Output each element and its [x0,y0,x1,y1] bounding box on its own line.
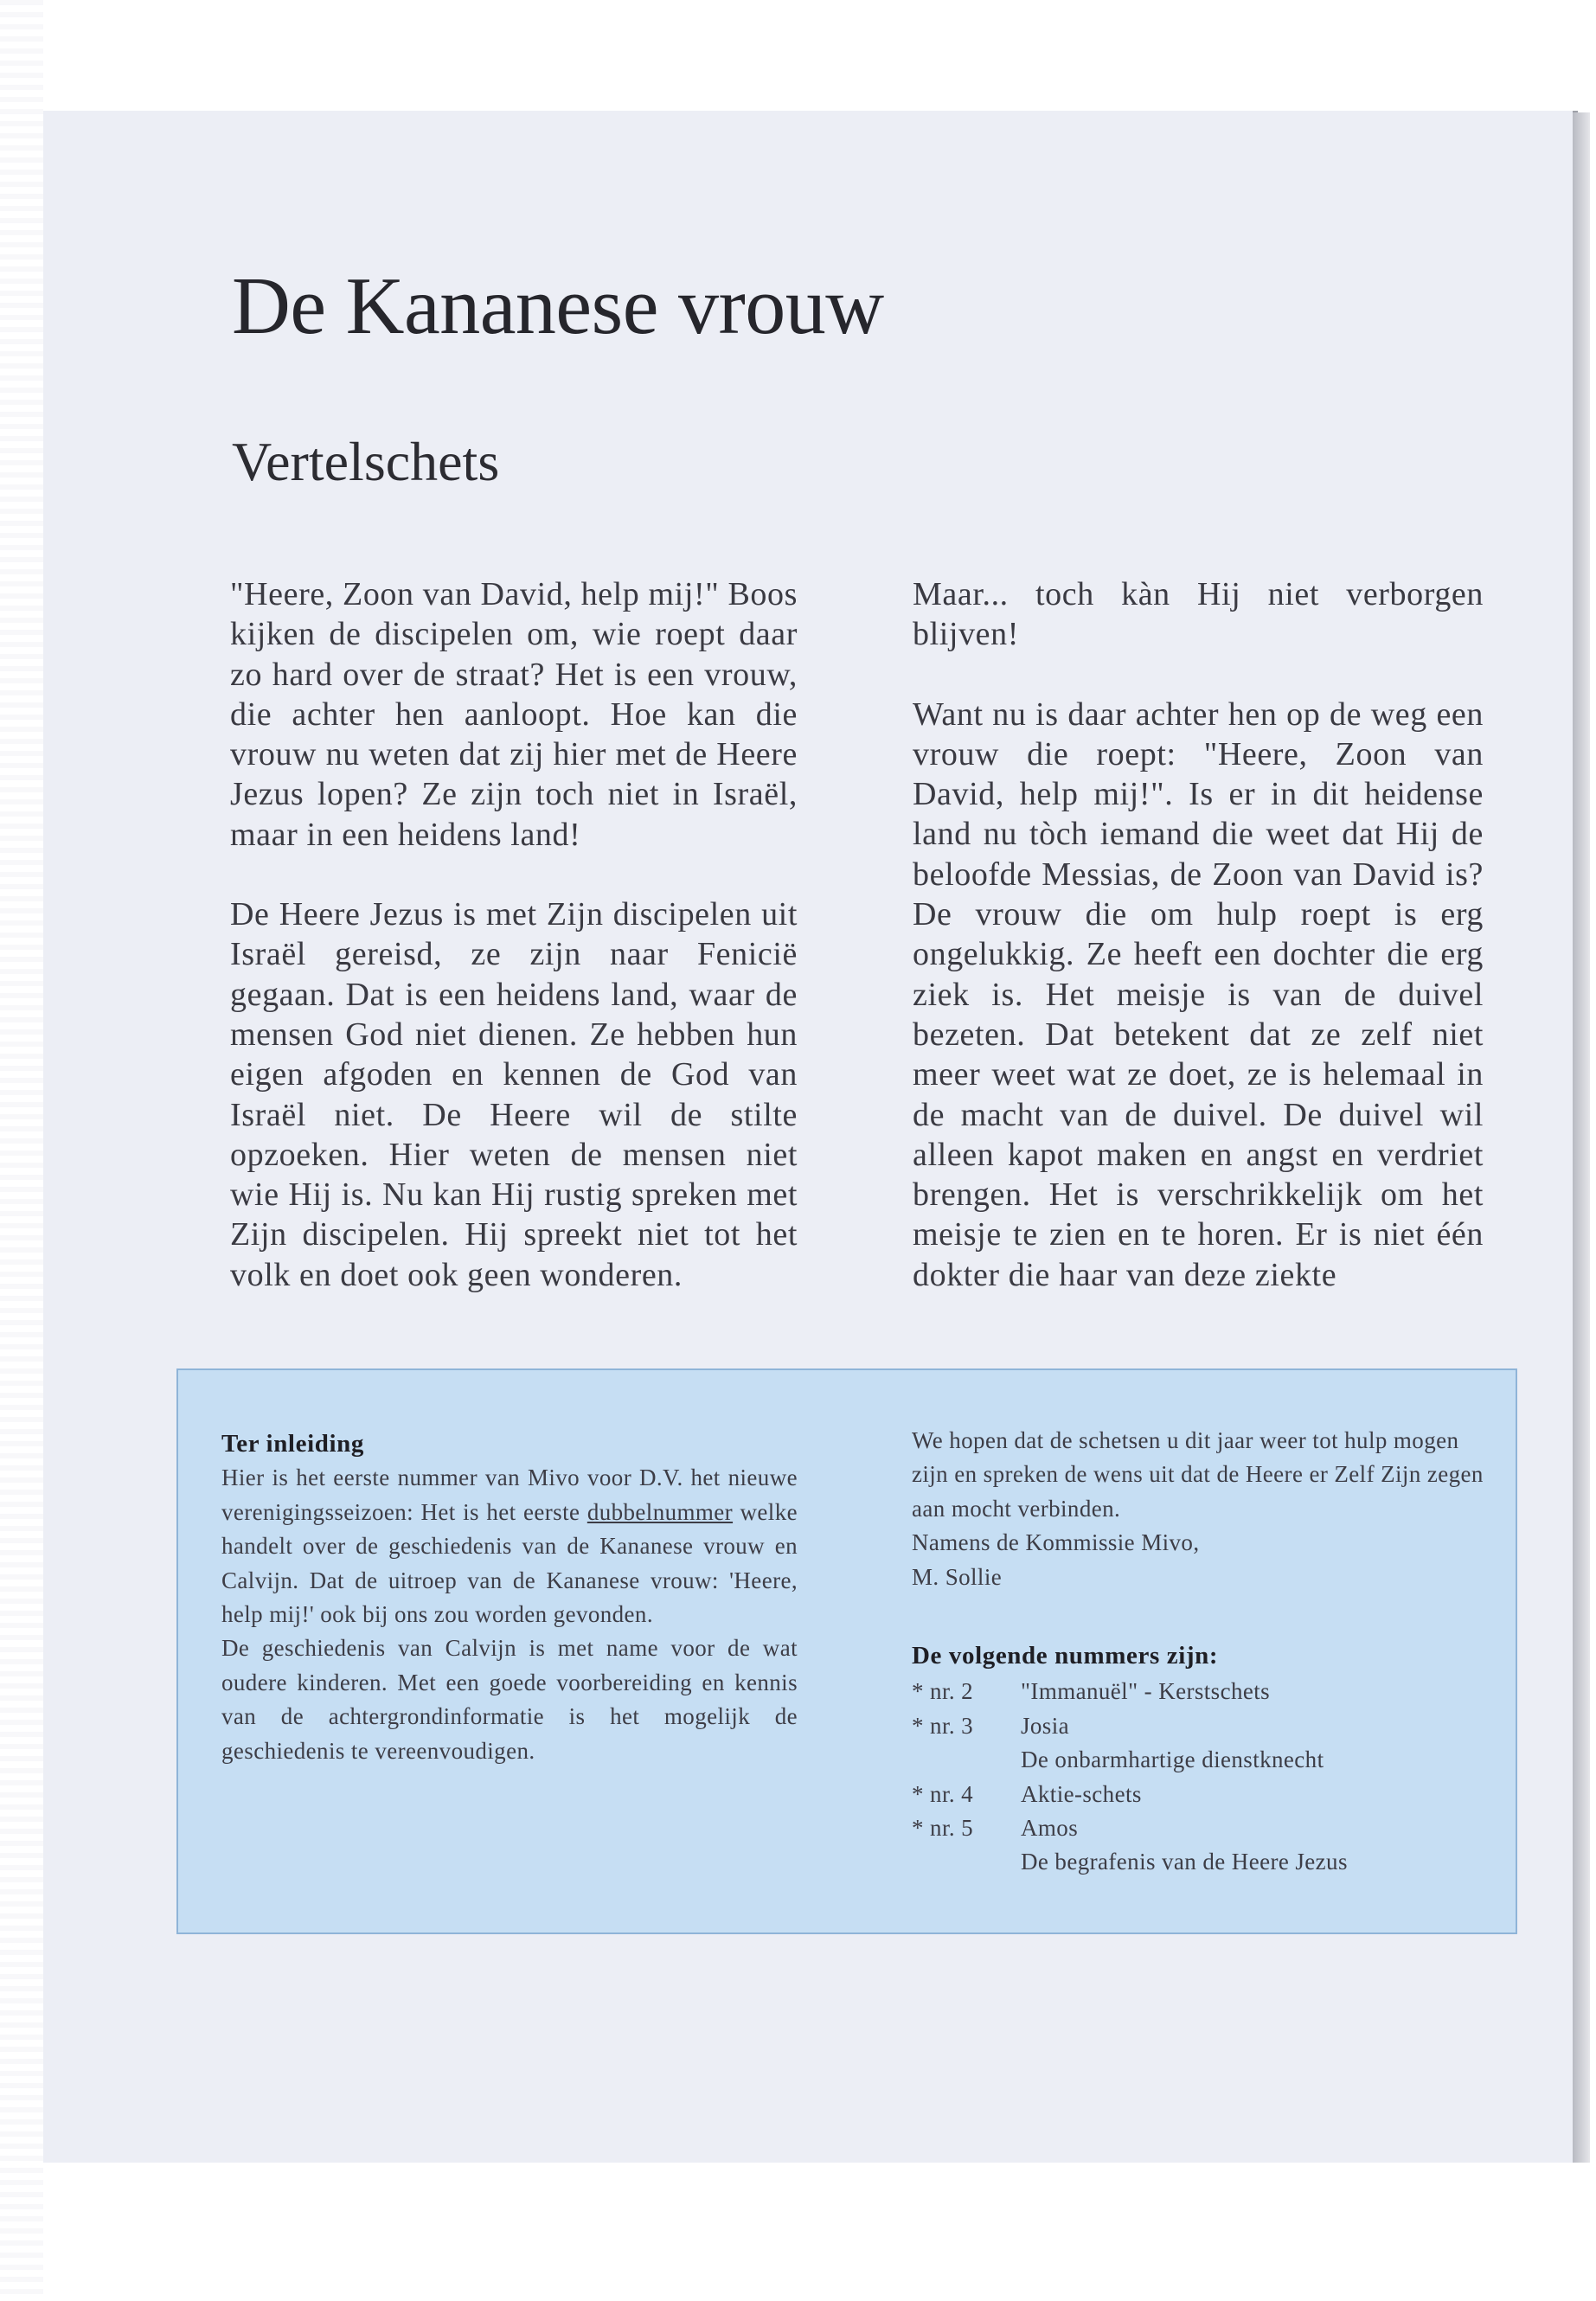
signoff-name: M. Sollie [912,1563,1003,1590]
intro-column [221,1427,798,1768]
intro-heading: Ter inleiding [221,1430,364,1458]
issue-item [912,1778,1491,1811]
page-title: De Kananese vrouw [232,261,884,351]
story-paragraph: "Heere, Zoon van David, help mij!" Boos kijken de discipelen om, wie roept daar zo hard over de straat? Het is een vrouw, die achter hen aanloopt. Hoe kan die vrouw nu weten dat zij hier met de Heere Jezus lopen? Ze zijn toch niet in Israël, maar in een heidens land! [230,576,798,853]
closing-column [912,1424,1491,1880]
signoff-line: Namens de Kommissie Mivo, [912,1529,1200,1556]
intro-text-calvijn: De geschiedenis van Calvijn is met name voor de wat oudere kinderen. Met een goede voorbereiding en kennis van de achtergrondinformatie is het mogelijk de geschiedenis te vereenvoudigen. [221,1635,798,1764]
story-paragraph: Maar... toch kàn Hij niet verborgen blijven! [913,576,1484,653]
story-column-left [230,574,798,1295]
issue-title: Josia [1021,1712,1069,1739]
issue-item [912,1709,1491,1743]
issues-heading: De volgende nummers zijn: [912,1642,1219,1670]
intro-info-box [176,1368,1517,1934]
page-edge-shadow [1573,112,1590,2163]
story-paragraph: De Heere Jezus is met Zijn discipelen uit Israël gereisd, ze zijn naar Fenicië gegaan. Dat is een heidens land, waar de mensen God niet dienen. Ze hebben hun eigen afgoden en kennen de God van Israël niet. De Heere wil de stilte opzoeken. Hier weten de mensen niet wie Hij is. Nu kan Hij rustig spreken met Zijn discipelen. Hij spreekt niet tot het volk en doet ook geen wonderen. [230,896,798,1293]
story-column-right [913,574,1484,1295]
issue-title: Aktie-schets [1021,1780,1142,1807]
issues-list [912,1675,1491,1879]
issue-title: "Immanuël" - Kerstschets [1021,1678,1271,1705]
issue-number: * nr. 3 [912,1712,974,1739]
page-subtitle: Vertelschets [232,431,500,492]
closing-text: We hopen dat de schetsen u dit jaar weer tot hulp mogen zijn en spreken de wens uit dat de Heere er Zelf Zijn zegen aan mocht verbinden. [912,1427,1484,1522]
story-paragraph: Want nu is daar achter hen op de weg een vrouw die roept: "Heere, Zoon van David, help mij!". Is er in dit heidense land nu tòch iemand die weet dat Hij de beloofde Messias, de Zoon van David is? De vrouw die om hulp roept is erg ongelukkig. Ze heeft een dochter die erg ziek is. Het meisje is van de duivel bezeten. Dat betekent dat ze zelf niet meer weet wat ze doet, ze is helemaal in de macht van de duivel. De duivel wil alleen kapot maken en angst en verdriet brengen. Het is verschrikkelijk om het meisje te zien en te horen. Er is niet één dokter die haar van deze ziekte [913,695,1484,1293]
scan-edge-artifact [0,0,43,2301]
issue-title: Amos [1021,1815,1079,1842]
issue-number: * nr. 4 [912,1780,974,1807]
issue-title: De onbarmhartige dienstknecht [1021,1747,1324,1773]
issue-title: De begrafenis van de Heere Jezus [1021,1849,1348,1875]
issue-item [912,1675,1491,1708]
intro-text [221,1461,798,1631]
intro-text-part: Hier is het eerste nummer van Mivo voor D.V. het nieuwe verenigingsseizoen: Het is het eerste [221,1465,798,1525]
issue-number: * nr. 5 [912,1815,974,1842]
intro-underlined-word: dubbelnummer [586,1498,734,1525]
issue-number: * nr. 2 [912,1678,974,1705]
issue-item [912,1811,1491,1845]
intro-text-part: welke handelt over de geschiedenis van de Kananese vrouw en Calvijn. Dat de uitroep van de Kananese vrouw: 'Heere, help mij!' ook bij ons zou worden gevonden. [221,1498,798,1628]
